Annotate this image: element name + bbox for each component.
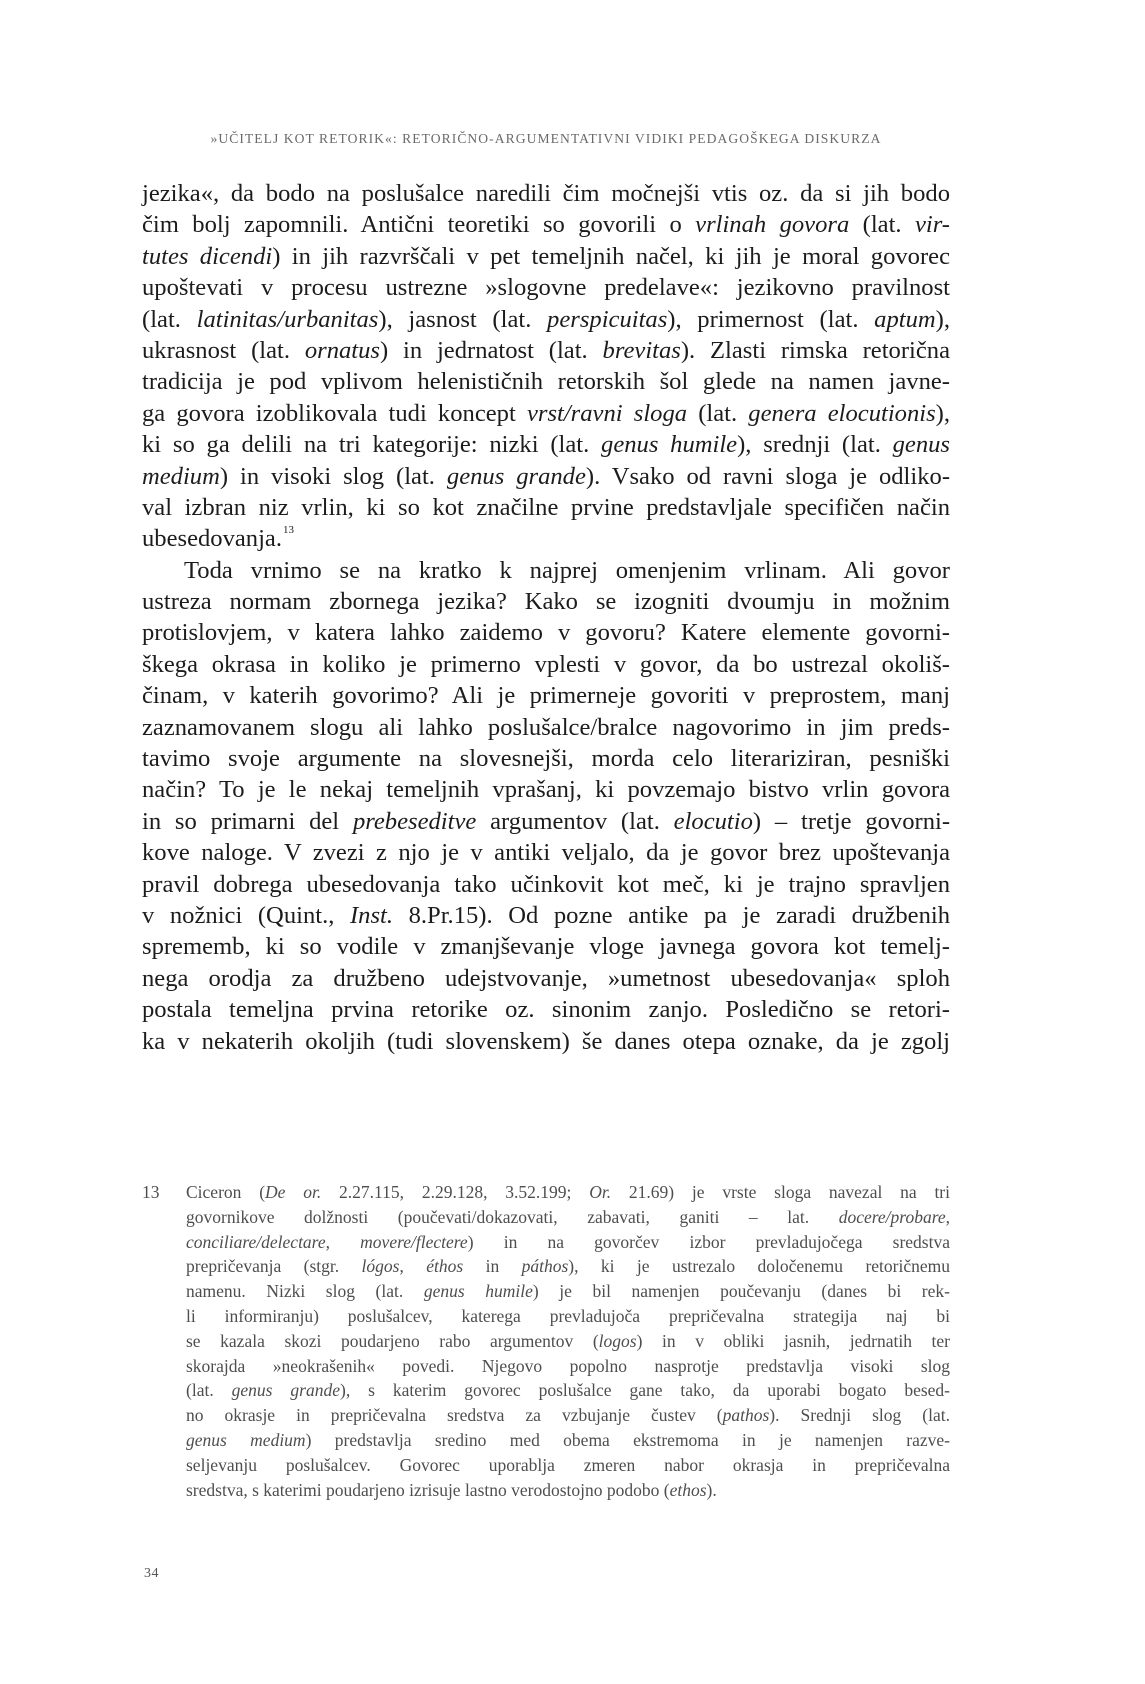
text-run: ubesedovanja.	[142, 525, 282, 553]
text-run: govornikove dolžnosti (poučevati/dokazovati, zabavati, ganiti – lat.	[186, 1206, 839, 1227]
body-line	[142, 429, 950, 460]
footnote-line	[186, 1205, 950, 1230]
italic-term: genus humile	[601, 431, 738, 459]
text-run: ), primernost (lat.	[667, 305, 875, 333]
text-run: ). Vsako od ravni sloga je odliko-	[585, 462, 951, 490]
italic-term: prebeseditve	[352, 807, 477, 835]
text-run: sprememb, ki so vodile v zmanjševanje vloge javnega govora kot temelj-	[142, 933, 950, 961]
italic-term: genus medium	[186, 1429, 306, 1450]
italic-term: éthos	[426, 1256, 464, 1277]
text-run: skorajda »neokrašenih« povedi. Njegovo popolno nasprotje predstavlja visoki slog	[186, 1355, 950, 1376]
italic-term: conciliare/delectare	[186, 1231, 326, 1252]
text-run: ) je bil namenjen poučevanju (danes bi rek-	[532, 1281, 950, 1302]
text-run: ) in jih razvrščali v pet temeljnih načel, ki jih je moral govorec	[272, 242, 950, 270]
body-line	[142, 335, 950, 366]
text-run: 21.69) je vrste sloga navezal na tri	[611, 1182, 950, 1202]
running-head: »UČITELJ KOT RETORIK«: RETORIČNO-ARGUMENTATIVNI VIDIKI PEDAGOŠKEGA DISKURZA	[210, 131, 882, 146]
footnote-line	[186, 1478, 950, 1503]
italic-term: ornatus	[304, 336, 381, 364]
body-line	[142, 743, 950, 774]
text-run: ) predstavlja sredino med obema ekstremoma in je namenjen razve-	[305, 1429, 950, 1450]
italic-term: aptum	[874, 305, 936, 333]
footnote-reference[interactable]: 13	[283, 524, 294, 537]
text-run: postala temeljna prvina retorike oz. sinonim zanjo. Posledično se retori-	[142, 996, 950, 1024]
text-run: upoštevati v procesu ustrezne »slogovne predelave«: jezikovno pravilnost	[142, 274, 950, 302]
body-text	[142, 178, 950, 1057]
text-run: ustreza normam zbornega jezika? Kako se izogniti dvoumju in možnim	[142, 588, 950, 616]
text-run: 2.27.115, 2.29.128, 3.52.199;	[321, 1182, 590, 1202]
footnote-line	[186, 1453, 950, 1478]
text-run: ),	[935, 305, 950, 333]
body-line	[142, 555, 950, 586]
body-line	[142, 1026, 950, 1057]
footnote-line	[186, 1304, 950, 1329]
body-line	[142, 774, 950, 805]
text-run: ,	[945, 1206, 950, 1227]
italic-term: medium	[142, 462, 220, 490]
text-run: protislovjem, v katera lahko zaidemo v govoru? Katere elemente govorni-	[142, 619, 950, 647]
footnote-line	[186, 1378, 950, 1403]
text-run: se kazala skozi poudarjeno rabo argumentov (	[186, 1330, 599, 1351]
text-run: ukrasnost (lat.	[142, 336, 305, 364]
text-run: tradicija je pod vplivom helenističnih retorskih šol glede na namen javne-	[142, 368, 950, 396]
text-run: in so primarni del	[142, 807, 353, 835]
footnote-line	[186, 1428, 950, 1453]
italic-term: logos	[598, 1330, 637, 1351]
text-run: namenu. Nizki slog (lat.	[186, 1281, 424, 1302]
body-line	[142, 586, 950, 617]
text-run: ,	[325, 1231, 361, 1252]
text-run: ), jasnost (lat.	[378, 305, 548, 333]
italic-term: perspicuitas	[547, 305, 668, 333]
italic-term: genus grande	[231, 1380, 340, 1401]
text-run: ).	[706, 1479, 717, 1500]
body-line	[142, 837, 950, 868]
text-run: pravil dobrega ubesedovanja tako učinkovit kot meč, ki je trajno spravljen	[142, 870, 950, 898]
text-run: val izbran niz vrlin, ki so kot značilne prvine predstavljale specifičen način	[142, 493, 950, 521]
italic-term: Inst.	[349, 901, 394, 929]
text-run: škega okrasa in koliko je primerno vplesti v govor, da bo ustrezal okoliš-	[142, 650, 950, 678]
body-line	[142, 806, 950, 837]
text-run: ka v nekaterih okoljih (tudi slovenskem) še danes otepa oznake, da je zgolj	[142, 1027, 950, 1055]
footnote-line	[186, 1254, 950, 1279]
italic-term: genus humile	[423, 1281, 533, 1302]
body-line	[142, 712, 950, 743]
text-run: ) – tretje govorni-	[752, 807, 951, 835]
text-run: čim bolj zapomnili. Antični teoretiki so govorili o	[142, 211, 696, 239]
text-run: zaznamovanem slogu ali lahko poslušalce/bralce nagovorimo in jim preds-	[142, 713, 950, 741]
italic-term: genera elocutionis	[748, 399, 936, 427]
text-run: ) in visoki slog (lat.	[219, 462, 447, 490]
italic-term: movere/flectere	[360, 1231, 468, 1252]
body-line	[142, 523, 950, 554]
text-run: seljevanju poslušalcev. Govorec uporablja zmeren nabor okrasja in prepričevalna	[186, 1454, 950, 1475]
body-line	[142, 178, 950, 209]
body-line	[142, 963, 950, 994]
text-run: ), ki je ustrezalo določenemu retoričnemu	[568, 1256, 950, 1277]
body-line	[142, 617, 950, 648]
text-run: ) in v obliki jasnih, jedrnatih ter	[636, 1330, 950, 1351]
text-run: ). Zlasti rimska retorična	[680, 336, 950, 364]
text-run: ki so ga delili na tri kategorije: nizki (lat.	[142, 431, 602, 459]
text-run: nega orodja za družbeno udejstvovanje, »umetnost ubesedovanja« sploh	[142, 964, 950, 992]
text-run: argumentov (lat.	[476, 807, 674, 835]
body-line	[142, 461, 950, 492]
body-line	[142, 272, 950, 303]
text-run: ga govora izoblikovala tudi koncept	[142, 399, 527, 427]
body-line	[142, 492, 950, 523]
text-run: prepričevanja (stgr.	[186, 1256, 362, 1277]
footnote-line	[186, 1403, 950, 1428]
italic-term: ethos	[669, 1479, 707, 1500]
body-line	[142, 680, 950, 711]
page-number: 34	[144, 1566, 159, 1581]
text-run: ) in jedrnatost (lat.	[380, 336, 603, 364]
body-line	[142, 209, 950, 240]
italic-term: elocutio	[673, 807, 753, 835]
italic-term: vrst/ravni sloga	[526, 399, 688, 427]
footnote-line	[186, 1354, 950, 1379]
text-run: v nožnici (Quint.,	[142, 901, 350, 929]
text-run: ) in na govorčev izbor prevladujočega sredstva	[467, 1231, 950, 1252]
body-line	[142, 304, 950, 335]
text-run: ). Srednji slog (lat.	[769, 1405, 950, 1426]
text-run: jezika«, da bodo na poslušalce naredili čim močnejši vtis oz. da si jih bodo	[142, 180, 950, 207]
text-run: li informiranju) poslušalcev, katerega prevladujoča prepričevalna strategija naj bi	[186, 1305, 950, 1326]
text-run: sredstva, s katerimi poudarjeno izrisuje lastno verodostojno podobo (	[186, 1479, 670, 1500]
italic-term: genus	[892, 431, 951, 459]
italic-term: páthos	[521, 1256, 569, 1277]
body-line	[142, 241, 950, 272]
text-run: način? To je le nekaj temeljnih vprašanj, ki povzemajo bistvo vrlin govora	[142, 776, 950, 804]
body-line	[142, 900, 950, 931]
footnote-line	[186, 1329, 950, 1354]
text-run: ), s katerim govorec poslušalce gane tako, da uporabi bogato besed-	[340, 1380, 950, 1401]
text-run: (lat.	[687, 399, 749, 427]
text-run: (lat.	[186, 1380, 232, 1401]
italic-term: tutes dicendi	[142, 242, 273, 270]
text-run: in	[463, 1256, 522, 1277]
body-line	[142, 869, 950, 900]
text-run: Ciceron (	[186, 1182, 266, 1202]
body-line	[142, 366, 950, 397]
italic-term: vir-	[914, 211, 950, 239]
footnote-number: 13	[142, 1182, 160, 1202]
body-line	[142, 649, 950, 680]
italic-term: pathos	[722, 1405, 770, 1426]
text-run: kove naloge. V zvezi z njo je v antiki veljalo, da je govor brez upoštevanja	[142, 839, 950, 867]
footnote-line	[186, 1180, 950, 1205]
italic-term: genus grande	[446, 462, 586, 490]
italic-term: Or.	[589, 1182, 612, 1202]
italic-term: brevitas	[602, 336, 681, 364]
italic-term: De or.	[265, 1182, 322, 1202]
body-line	[142, 994, 950, 1025]
text-run: 8.Pr.15). Od pozne antike pa je zaradi družbenih	[393, 901, 951, 929]
text-run: tavimo svoje argumente na slovesnejši, morda celo literariziran, pesniški	[142, 745, 950, 773]
text-run: ,	[399, 1256, 427, 1277]
text-run: ),	[935, 399, 950, 427]
text-run: ), srednji (lat.	[737, 431, 893, 459]
footnote-line	[186, 1279, 950, 1304]
footnote-line	[186, 1230, 950, 1255]
text-run: no okrasje in prepričevalna sredstva za vzbujanje čustev (	[186, 1405, 723, 1426]
italic-term: latinitas/urbanitas	[196, 305, 379, 333]
text-run: Toda vrnimo se na kratko k najprej omenjenim vrlinam. Ali govor	[184, 556, 950, 584]
text-run: činam, v katerih govorimo? Ali je primerneje govoriti v preprostem, manj	[142, 682, 950, 710]
italic-term: lógos	[361, 1256, 400, 1277]
body-line	[142, 398, 950, 429]
text-run: (lat.	[849, 211, 915, 239]
italic-term: vrlinah govora	[695, 211, 850, 239]
italic-term: docere/probare	[838, 1206, 946, 1227]
body-line	[142, 931, 950, 962]
footnote-text	[186, 1180, 950, 1502]
text-run: (lat.	[142, 305, 197, 333]
